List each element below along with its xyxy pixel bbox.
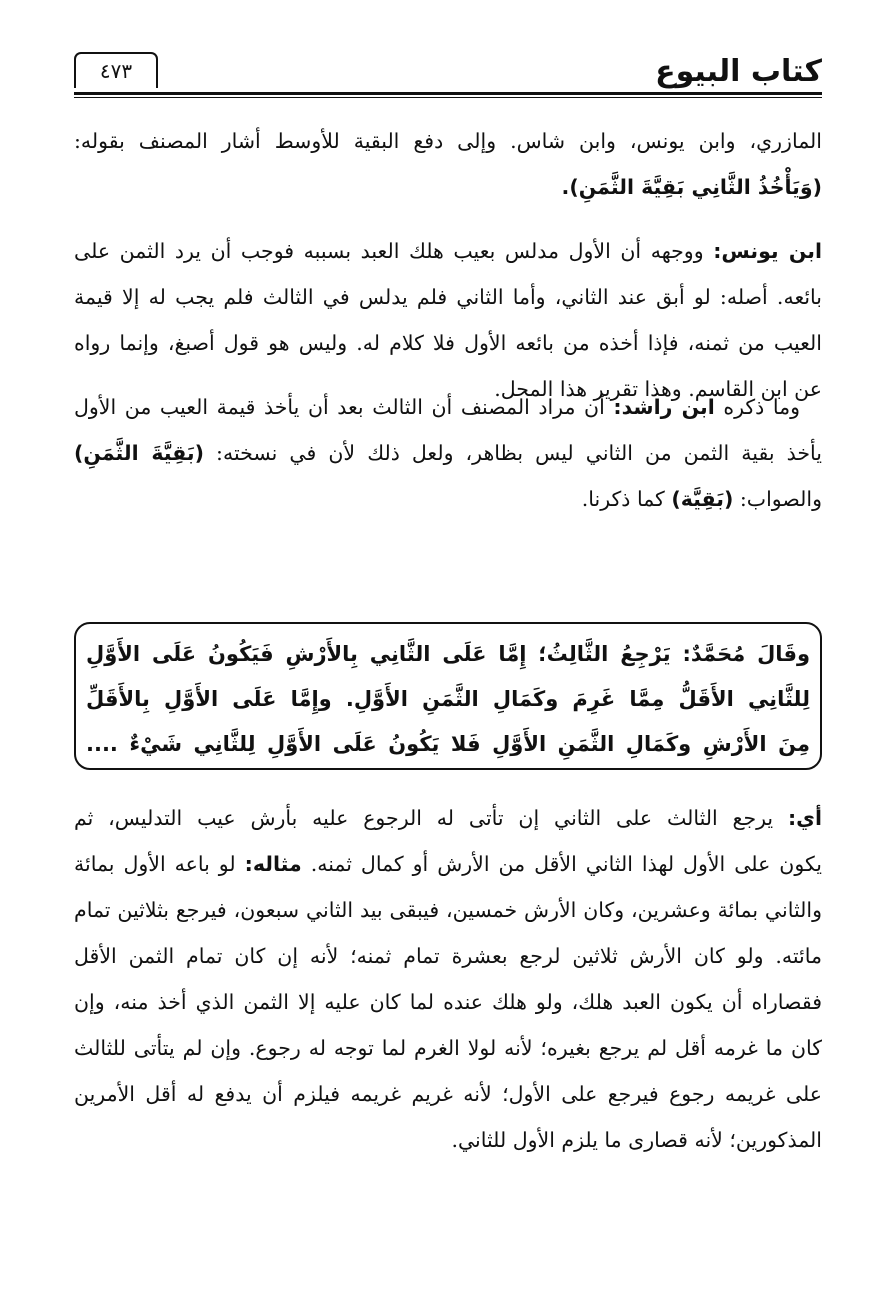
matn-line: مِنَ الأَرْشِ وكَمَالِ الثَّمَنِ الأَوَّلِ فَلا يَكُونُ عَلَى الأَوَّلِ لِلثَّانِي شَيْءٌ .... [86, 732, 810, 756]
text-span: وما ذكره [723, 395, 800, 419]
scholar-name: ابن يونس: [713, 239, 822, 263]
scholar-name: ابن راشد: [613, 395, 715, 419]
text-span: لو باعه الأول بمائة [74, 852, 236, 876]
paragraph-4 [74, 795, 822, 1163]
matn-line: لِلثَّانِي الأَقَلُّ مِمَّا غَرِمَ وكَمَالِ الثَّمَنِ الأَوَّلِ. وإِمَّا عَلَى الأَوَّلِ بِالأَقَلِّ [86, 687, 810, 711]
text-line [74, 841, 822, 887]
text-line: مائته. ولو كان الأرش ثلاثين لرجع بعشرة تمام ثمنه؛ لأنه إن كان تمام الثمن الأقل [74, 944, 822, 968]
book-title: كتاب البيوع [655, 54, 822, 89]
text-line: كان ما غرمه أقل لم يرجع بغيره؛ لأنه لولا الغرم لما توجه له رجوع. وإن لم يتأتى للثالث [74, 1036, 822, 1060]
matn-line: وقَالَ مُحَمَّدٌ: يَرْجِعُ الثَّالِثُ؛ إِمَّا عَلَى الثَّانِي بِالأَرْشِ فَيَكُونُ عَلَى الأَوَّلِ [86, 642, 810, 666]
text-span: يرجع الثالث على الثاني إن تأتى له الرجوع عليه بأرش عيب التدليس، ثم [74, 806, 774, 830]
text-span: يأخذ بقية الثمن من الثاني ليس بظاهر، ولعل ذلك لأن في نسخته: [216, 441, 822, 465]
matn-box [74, 622, 822, 770]
header-rule-thick [74, 92, 822, 95]
text-line [74, 430, 822, 476]
text-line: المذكورين؛ لأنه قصارى ما يلزم الأول للثاني. [451, 1128, 822, 1152]
text-line [74, 228, 822, 274]
text-line [74, 384, 822, 430]
text-span: يكون على الأول لهذا الثاني الأقل من الأرش أو كمال ثمنه. [310, 852, 822, 876]
text-line: بائعه. أصله: لو أبق عند الثاني، وأما الثاني فلم يدلس في الثالث فلم يجب له إلا قيمة [74, 285, 822, 309]
text-span: والصواب: [739, 487, 822, 511]
text-line: العيب من ثمنه، فإذا أخذه من بائعه الأول فلا كلام له. وليس هو قول أصبغ، وإنما رواه [74, 331, 822, 355]
text-line: على غريمه رجوع فيرجع على الأول؛ لأنه غريم غريمه فيلزم أن يدفع له أقل الأمرين [74, 1082, 822, 1106]
text-line: فقصاراه أن يكون العبد هلك، ولو هلك عنده لما كان عليه إلا الثمن الذي أخذ منه، وإن [74, 990, 822, 1014]
page-number: ٤٧٣ [99, 59, 133, 83]
page-header [74, 50, 822, 98]
text-line [74, 795, 822, 841]
text-line: عن ابن القاسم. وهذا تقرير هذا المحل. [494, 377, 822, 401]
text-span: كما ذكرنا. [581, 487, 665, 511]
text-span: ووجهه أن الأول مدلس بعيب هلك العبد بسببه فوجب أن يرد الثمن على [74, 239, 704, 263]
paragraph-1 [74, 118, 822, 210]
explanation-lead: أي: [787, 806, 822, 830]
matn-text [86, 632, 810, 767]
page-number-frame [74, 52, 158, 88]
matn-quote-line: (وَيَأْخُذُ الثَّانِي بَقِيَّةَ الثَّمَنِ). [561, 175, 822, 199]
paragraph-3 [74, 384, 822, 522]
text-line: المازري، وابن يونس، وابن شاس. وإلى دفع البقية للأوسط أشار المصنف بقوله: [74, 129, 822, 153]
header-rule-thin [74, 97, 822, 98]
matn-quote: (بَقِيَّة) [671, 487, 734, 511]
text-line: والثاني بمائة وعشرين، وكان الأرش خمسين، فيبقى بيد الثاني سبعون، فيرجع بثلاثين تمام [74, 898, 822, 922]
text-line [74, 476, 822, 522]
matn-quote: (بَقِيَّةَ الثَّمَنِ) [74, 441, 204, 465]
example-label: مثاله: [244, 852, 302, 876]
text-span: أن مراد المصنف أن الثالث بعد أن يأخذ قيمة العيب من الأول [74, 395, 605, 419]
